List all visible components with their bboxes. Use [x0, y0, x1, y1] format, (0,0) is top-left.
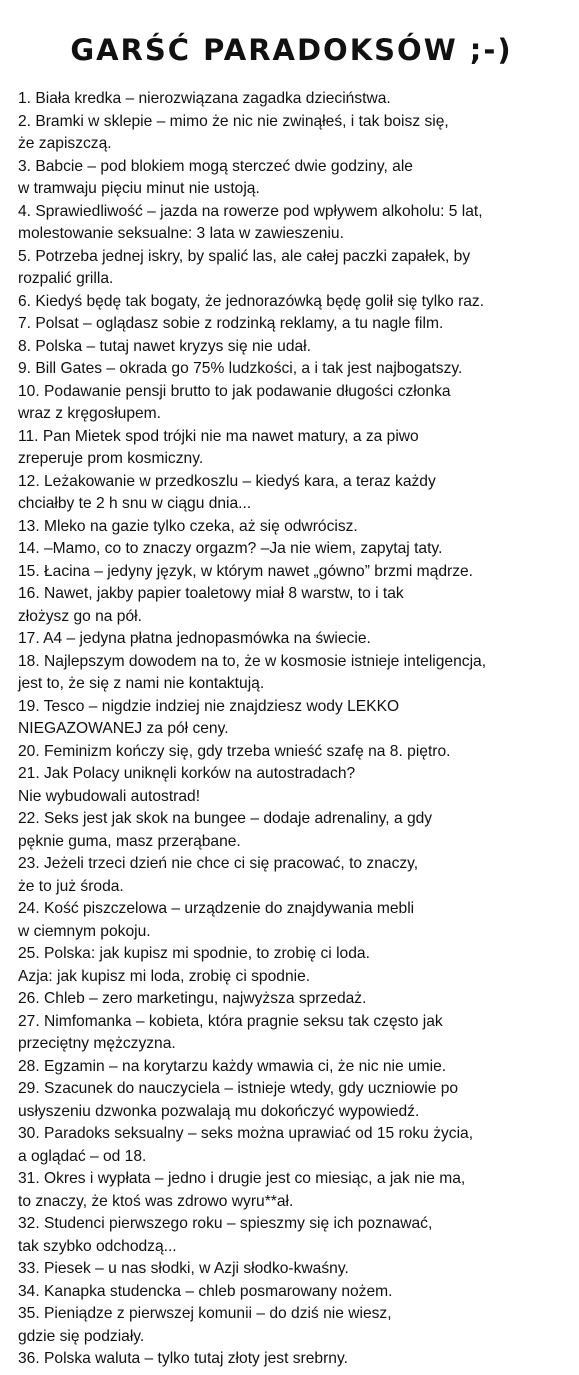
list-item: 14. –Mamo, co to znaczy orgazm? –Ja nie wiem, zapytaj taty.: [18, 540, 443, 557]
list-item: 1. Biała kredka – nierozwiązana zagadka dzieciństwa.: [18, 90, 391, 107]
paradox-list: [18, 88, 565, 1371]
list-item: 27. Nimfomanka – kobieta, która pragnie seksu tak często jak przeciętny mężczyzna.: [18, 1012, 443, 1052]
list-item: 18. Najlepszym dowodem na to, że w kosmosie istnieje inteligencja, jest to, że się z nami nie kontaktują.: [18, 652, 487, 692]
list-item: 13. Mleko na gazie tylko czeka, aż się odwrócisz.: [18, 517, 358, 535]
list-item: 9. Bill Gates – okrada go 75% ludzkości, a i tak jest najbogatszy.: [18, 360, 463, 377]
list-item: 11. Pan Mietek spod trójki nie ma nawet matury, a za piwo zreperuje prom kosmiczny.: [18, 427, 419, 467]
list-item: 23. Jeżeli trzeci dzień nie chce ci się pracować, to znaczy, że to już środa.: [18, 855, 419, 895]
list-item: 12. Leżakowanie w przedkoszlu – kiedyś kara, a teraz każdy chciałby te 2 h snu w ciągu dnia...: [18, 472, 436, 512]
list-item: 2. Bramki w sklepie – mimo że nic nie zwinąłeś, i tak boisz się, że zapiszczą.: [18, 112, 449, 152]
list-item: 36. Polska waluta – tylko tutaj złoty jest srebrny.: [18, 1350, 348, 1367]
list-item: 7. Polsat – oglądasz sobie z rodzinką reklamy, a tu nagle film.: [18, 315, 444, 332]
list-item: 28. Egzamin – na korytarzu każdy wmawia ci, że nic nie umie.: [18, 1057, 447, 1075]
list-item: 17. A4 – jedyna płatna jednopasmówka na świecie.: [18, 630, 371, 647]
list-item: 21. Jak Polacy uniknęli korków na autostradach? Nie wybudowali autostrad!: [18, 765, 356, 805]
list-item: 10. Podawanie pensji brutto to jak podawanie długości członka wraz z kręgosłupem.: [18, 382, 451, 422]
list-item: 5. Potrzeba jednej iskry, by spalić las, ale całej paczki zapałek, by rozpalić grilla.: [18, 247, 471, 287]
list-item: 3. Babcie – pod blokiem mogą sterczeć dwie godziny, ale w tramwaju pięciu minut nie ustoją.: [18, 157, 413, 197]
list-item: 24. Kość piszczelowa – urządzenie do znajdywania mebli w ciemnym pokoju.: [18, 900, 415, 940]
list-item: 4. Sprawiedliwość – jazda na rowerze pod wpływem alkoholu: 5 lat, molestowanie seksualne: 3 lata w zawieszeniu.: [18, 202, 483, 242]
list-item: 35. Pieniądze z pierwszej komunii – do dziś nie wiesz, gdzie się podziały.: [18, 1305, 392, 1345]
list-item: 8. Polska – tutaj nawet kryzys się nie udał.: [18, 337, 311, 355]
list-item: 34. Kanapka studencka – chleb posmarowany nożem.: [18, 1282, 393, 1300]
list-item: 31. Okres i wypłata – jedno i drugie jest co miesiąc, a jak nie ma, to znaczy, że ktoś was zdrowo wyru**ał.: [18, 1170, 466, 1210]
list-item: 19. Tesco – nigdzie indziej nie znajdziesz wody LEKKO NIEGAZOWANEJ za pół ceny.: [18, 697, 400, 737]
list-item: 15. Łacina – jedyny język, w którym nawet „gówno” brzmi mądrze.: [18, 562, 473, 580]
list-item: 6. Kiedyś będę tak bogaty, że jednorazówką będę golił się tylko raz.: [18, 292, 485, 310]
list-item: 30. Paradoks seksualny – seks można uprawiać od 15 roku życia, a oglądać – od 18.: [18, 1125, 474, 1165]
list-item: 16. Nawet, jakby papier toaletowy miał 8 warstw, to i tak złożysz go na pół.: [18, 585, 404, 625]
page-title: GARŚĆ PARADOKSÓW ;-): [70, 33, 513, 67]
list-item: 33. Piesek – u nas słodki, w Azji słodko-kwaśny.: [18, 1260, 349, 1277]
list-item: 20. Feminizm kończy się, gdy trzeba wnieść szafę na 8. piętro.: [18, 742, 451, 760]
list-item: 32. Studenci pierwszego roku – spieszmy się ich poznawać, tak szybko odchodzą...: [18, 1215, 433, 1255]
list-item: 25. Polska: jak kupisz mi spodnie, to zrobię ci loda. Azja: jak kupisz mi loda, zrobię ci spodnie.: [18, 945, 370, 985]
list-item: 26. Chleb – zero marketingu, najwyższa sprzedaż.: [18, 990, 367, 1007]
list-item: 22. Seks jest jak skok na bungee – dodaje adrenaliny, a gdy pęknie guma, masz przerąbane.: [18, 810, 433, 850]
list-item: 29. Szacunek do nauczyciela – istnieje wtedy, gdy uczniowie po usłyszeniu dzwonka pozwalają mu dokończyć wypowiedź.: [18, 1080, 459, 1120]
